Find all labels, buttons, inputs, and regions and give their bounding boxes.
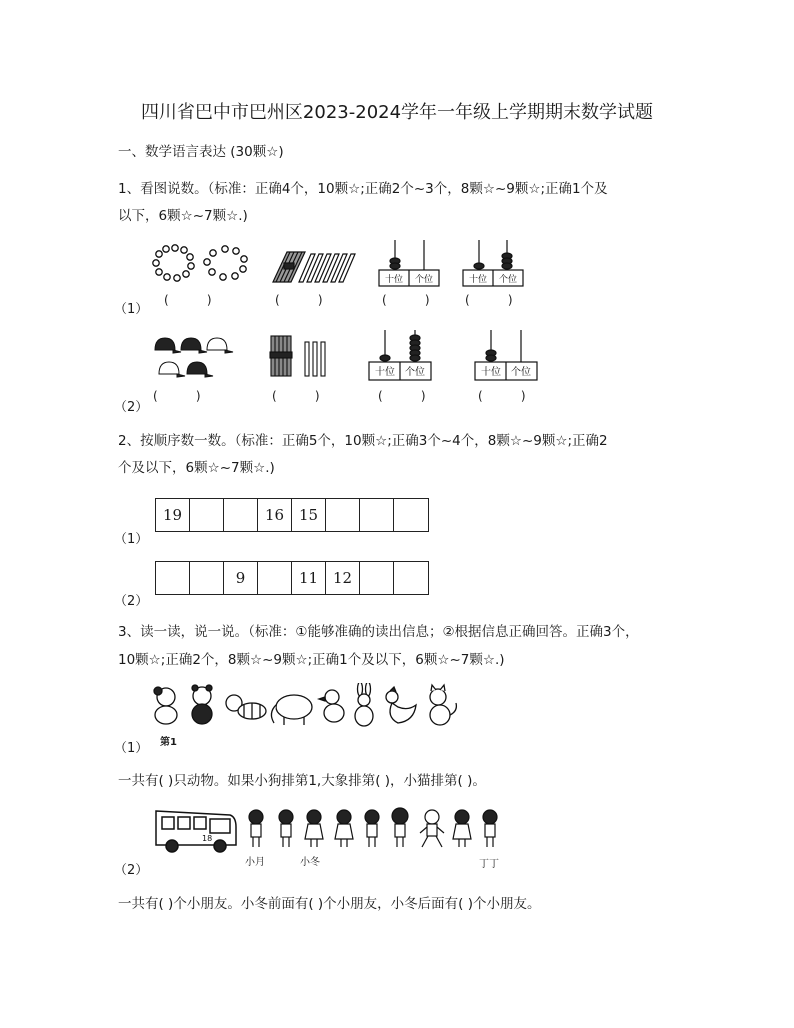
child-icon [249,808,497,847]
single-sticks-icon [299,254,355,282]
number-cell[interactable] [394,562,428,594]
q2-instruction-line2: 个及以下，6颗☆~7颗☆.) [118,460,275,476]
abacus-tens-label: 十位 [375,367,395,378]
abacus-icon [475,330,537,380]
abacus-tens-label: 十位 [481,367,501,378]
q1-row2-figures [145,328,545,386]
number-cell[interactable] [224,499,258,531]
stick-bundle-icon [273,252,305,282]
q3-instruction-line2: 10颗☆;正确2个，8颗☆~9颗☆;正确1个及以下，6颗☆~7颗☆.) [118,652,505,668]
q3-question2: 一共有( )个小朋友。小冬前面有( )个小朋友，小冬后面有( )个小朋友。 [118,896,541,912]
bead-ring-icon [204,246,247,280]
q3-instruction-line1: 3、读一读，说一说。（标准：①能够准确的读出信息；②根据信息正确回答。正确3个， [118,624,639,640]
q1-row1-figures [145,236,545,296]
number-cell[interactable] [326,499,360,531]
child-name-xiaoyue: 小月 [245,857,265,868]
q2-instruction-line1: 2、按顺序数一数。（标准：正确5个，10颗☆;正确3个~4个，8颗☆~9颗☆;正确2 [118,433,608,449]
bus-icon [156,811,236,852]
elephant-icon [271,695,312,725]
number-cell[interactable]: 11 [292,562,326,594]
number-cell[interactable] [360,562,394,594]
q3-animal-row [148,683,468,731]
rooster-icon [386,687,416,723]
abacus-ones-label: 个位 [414,275,434,285]
answer-blank[interactable]: ( ) [272,389,320,403]
abacus-tens-label: 十位 [384,275,404,285]
abacus-ones-label: 个位 [498,275,518,285]
child-name-xiaodong: 小冬 [300,857,320,868]
stick-bundle-icon [270,336,292,376]
rabbit-icon [355,683,373,726]
cap-icon [155,338,233,377]
number-cell[interactable]: 12 [326,562,360,594]
answer-blank[interactable]: ( ) [164,293,212,307]
q1-instruction-line2: 以下，6颗☆~7颗☆.) [118,208,248,224]
abacus-icon [369,330,431,380]
q3-sub2-label: （2） [114,863,149,878]
q2-sub1-label: （1） [114,532,149,547]
q2-number-row-1 [155,498,429,532]
panda-icon [192,685,212,724]
number-cell[interactable] [190,562,224,594]
answer-blank[interactable]: ( ) [478,389,526,403]
number-cell[interactable]: 16 [258,499,292,531]
q2-number-row-2 [155,561,429,595]
answer-blank[interactable]: ( ) [378,389,426,403]
answer-blank[interactable]: ( ) [275,293,323,307]
q1-instruction-line1: 1、看图说数。（标准：正确4个，10颗☆;正确2个~3个，8颗☆~9颗☆;正确1个及 [118,181,608,197]
abacus-icon [379,240,439,286]
q2-sub2-label: （2） [114,594,149,609]
first-position-mark: 第1 [160,737,177,748]
number-cell[interactable] [190,499,224,531]
number-cell[interactable] [258,562,292,594]
number-cell[interactable] [360,499,394,531]
tiger-icon [226,695,266,719]
number-cell[interactable]: 9 [224,562,258,594]
bus-number: 18 [202,834,213,843]
number-cell[interactable]: 15 [292,499,326,531]
answer-blank[interactable]: ( ) [153,389,201,403]
duck-icon [319,690,344,722]
dog-icon [154,687,177,724]
q3-bus-and-children [150,805,510,857]
abacus-icon [463,240,523,286]
child-name-dingding: 丁丁 [479,859,499,870]
q1-sub2-label: （2） [114,400,149,415]
answer-blank[interactable]: ( ) [382,293,430,307]
bead-ring-icon [153,245,194,281]
q3-question1: 一共有( )只动物。如果小狗排第1,大象排第( )，小猫排第( )。 [118,773,486,789]
page-title: 四川省巴中市巴州区2023-2024学年一年级上学期期末数学试题 [140,102,654,123]
number-cell[interactable] [394,499,428,531]
abacus-ones-label: 个位 [511,367,531,378]
number-cell[interactable]: 19 [156,499,190,531]
q1-sub1-label: （1） [114,302,149,317]
number-cell[interactable] [156,562,190,594]
abacus-ones-label: 个位 [405,367,425,378]
q3-sub1-label: （1） [114,741,149,756]
answer-blank[interactable]: ( ) [465,293,513,307]
cat-icon [430,685,456,725]
abacus-tens-label: 十位 [468,275,488,285]
single-sticks-icon [305,342,325,376]
section-heading: 一、数学语言表达 (30颗☆) [118,144,284,160]
